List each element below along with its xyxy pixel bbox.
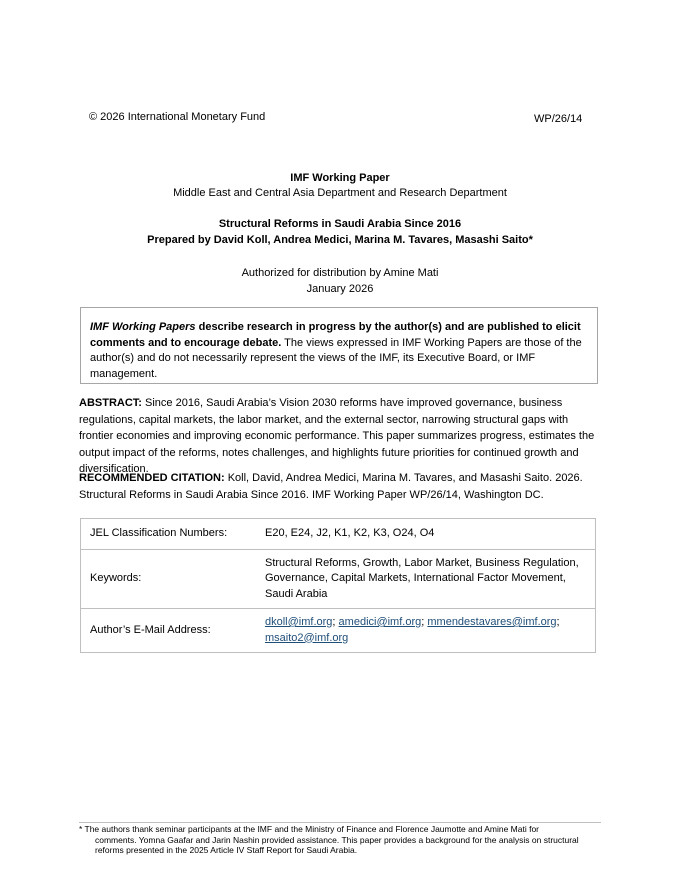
footnote-continuation: comments. Yomna Gaafar and Jarin Nashin provided assistance. This paper provides a background for the analysis on structural reforms presented in the 2025 Article IV Staff Report for Saudi Arabia. <box>95 834 579 855</box>
jel-label: JEL Classification Numbers: <box>81 519 257 550</box>
series-title: IMF Working Paper <box>290 172 390 184</box>
metadata-table <box>80 518 596 653</box>
authors-prefix: Prepared by <box>147 234 214 246</box>
citation-label: RECOMMENDED CITATION: <box>79 472 225 484</box>
disclaimer-bold: describe research in progress by the author(s) and are published to elicit comments and to encourage debate. <box>90 321 581 349</box>
footnote-first-line: * The authors thank seminar participants at the IMF and the Ministry of Finance and Florence Jaumotte and Amine Mati for <box>79 824 540 834</box>
abstract <box>79 395 601 478</box>
paper-number: WP/26/14 <box>534 113 583 125</box>
authors-line <box>0 234 680 246</box>
email-link-saito[interactable]: msaito2@imf.org <box>265 631 349 644</box>
paper-title: Structural Reforms in Saudi Arabia Since 2016 <box>218 218 462 230</box>
email-link-tavares[interactable]: mmendestavares@imf.org <box>427 616 557 628</box>
disclaimer-box <box>80 307 598 384</box>
keywords-label: Keywords: <box>81 550 257 609</box>
email-link-medici[interactable]: amedici@imf.org <box>338 616 422 628</box>
email-separator: ; <box>421 616 428 628</box>
table-row-jel <box>81 519 596 550</box>
email-list <box>256 609 596 653</box>
abstract-label: ABSTRACT: <box>79 397 142 409</box>
email-label: Author’s E-Mail Address: <box>81 609 257 653</box>
email-link-koll[interactable]: dkoll@imf.org <box>265 616 333 628</box>
publication-date: January 2026 <box>306 283 374 295</box>
authors-names: David Koll, Andrea Medici, Marina M. Tavares, Masashi Saito* <box>213 234 533 246</box>
email-separator: ; <box>332 616 339 628</box>
abstract-text: Since 2016, Saudi Arabia’s Vision 2030 reforms have improved governance, business regulations, capital markets, the labor market, and the external sector, narrowing structural gaps with frontier economies and improving economic performance. This paper summarizes progress, estimates the output impact of the reforms, notes challenges, and highlights future priorities for continued growth and diversification. <box>79 397 595 475</box>
footnote-divider <box>79 822 601 823</box>
table-row-keywords <box>81 550 596 609</box>
department-line: Middle East and Central Asia Department and Research Department <box>173 187 507 199</box>
table-row-emails <box>81 609 596 653</box>
authorized-line: Authorized for distribution by Amine Mati <box>241 267 439 279</box>
jel-value: E20, E24, J2, K1, K2, K3, O24, O4 <box>256 519 596 550</box>
recommended-citation <box>79 470 601 503</box>
keywords-value: Structural Reforms, Growth, Labor Market, Business Regulation, Governance, Capital Markets, International Factor Movement, Saudi Arabia <box>256 550 596 609</box>
email-separator: ; <box>556 616 560 628</box>
disclaimer-lead: IMF Working Papers <box>90 321 196 333</box>
disclaimer-text: The views expressed in IMF Working Papers are those of the author(s) and do not necessarily represent the views of the IMF, its Executive Board, or IMF management. <box>90 336 582 380</box>
copyright-notice: © 2026 International Monetary Fund <box>89 111 266 123</box>
citation-text: Koll, David, Andrea Medici, Marina M. Tavares, and Masashi Saito. 2026. Structural Reforms in Saudi Arabia Since 2016. IMF Working Paper WP/26/14, Washington DC. <box>79 472 583 501</box>
footnote <box>79 824 601 856</box>
